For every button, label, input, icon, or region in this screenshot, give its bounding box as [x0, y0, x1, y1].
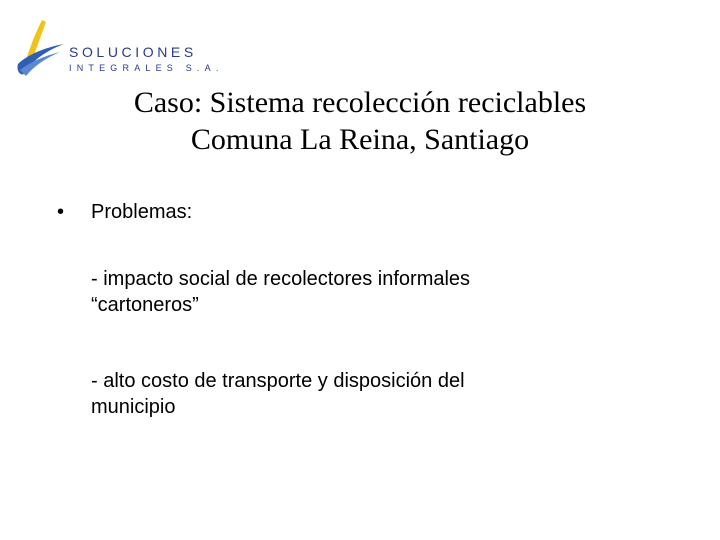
bullet-glyph: • — [57, 201, 65, 223]
problem-item-line-2: municipio — [91, 396, 176, 418]
slide-title — [0, 84, 720, 158]
swoosh-logo-icon — [14, 18, 74, 82]
logo-subtitle: INTEGRALES S.A. — [69, 63, 224, 73]
title-line-2: Comuna La Reina, Santiago — [190, 123, 530, 156]
bullet-problemas — [57, 200, 192, 224]
problem-item-line-1: - impacto social de recolectores informales — [91, 268, 471, 290]
problem-item — [91, 266, 651, 318]
title-line-1: Caso: Sistema recolección reciclables — [133, 86, 587, 119]
problem-item-line-1: - alto costo de transporte y disposición del — [91, 370, 465, 392]
logo-name: SOLUCIONES — [69, 44, 197, 60]
problem-item — [91, 368, 651, 420]
bullet-label: Problemas: — [91, 201, 193, 223]
company-logo — [14, 18, 234, 82]
problem-item-line-2: “cartoneros” — [91, 294, 199, 316]
